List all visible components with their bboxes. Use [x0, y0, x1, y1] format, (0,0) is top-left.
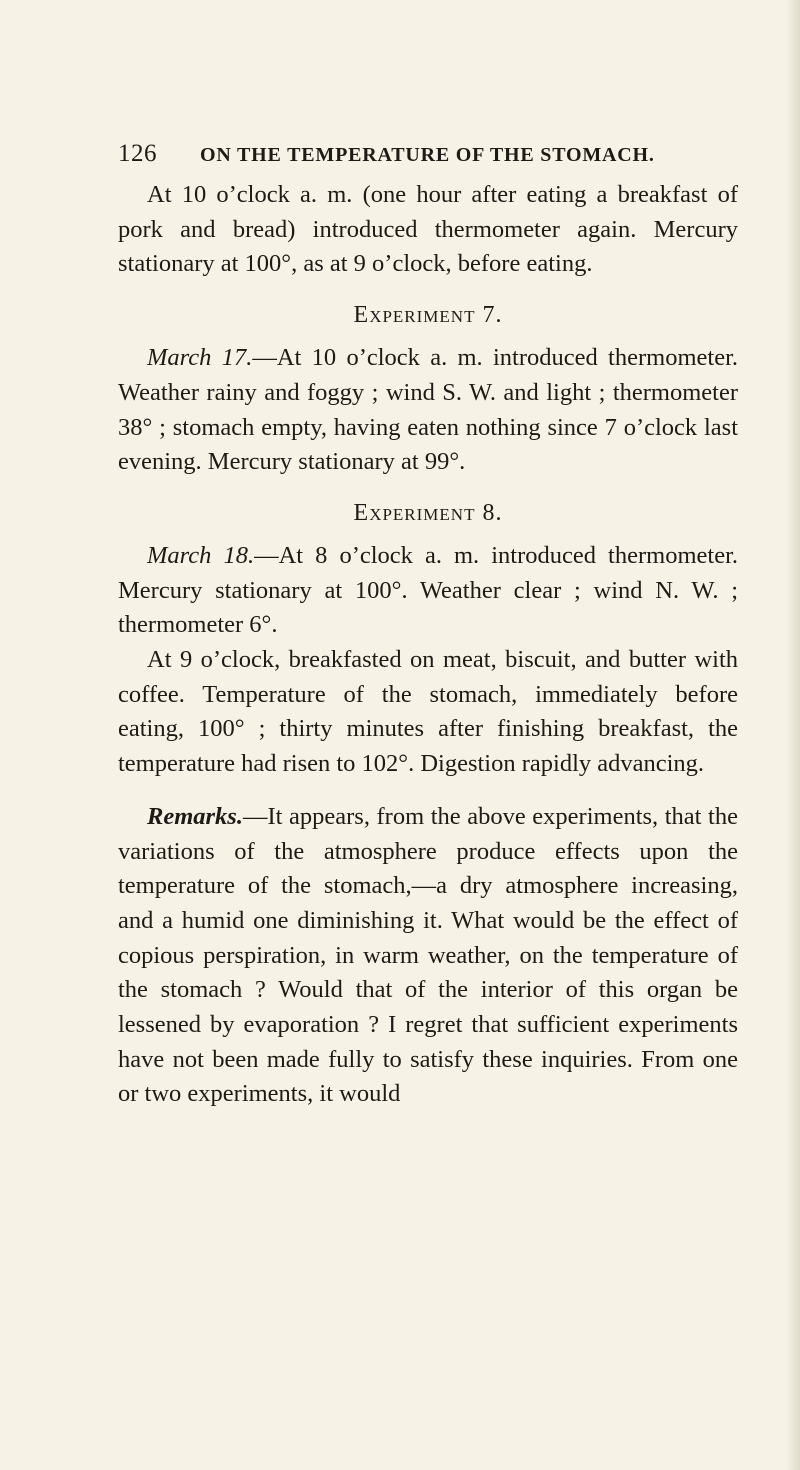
book-page	[118, 140, 738, 1112]
experiment-7-text: —At 10 o’clock a. m. introduced thermometer. Weather rainy and foggy ; wind S. W. and light ; thermometer 38° ; stomach empty, having eaten nothing since 7 o’clock last evening. Mercury stationary at 99°.	[118, 344, 738, 476]
page-edge-shadow	[786, 0, 800, 1470]
experiment-7-paragraph	[118, 341, 738, 480]
experiment-8-text: —At 8 o’clock a. m. introduced thermometer. Mercury stationary at 100°. Weather clear ; wind N. W. ; thermometer 6°.	[118, 541, 738, 639]
remarks-paragraph	[118, 800, 738, 1112]
experiment-7-date: March 17.	[147, 344, 253, 372]
experiment-8-paragraph	[118, 539, 738, 643]
experiment-8-heading: Experiment 8.	[353, 499, 503, 526]
page-header	[118, 140, 738, 178]
remarks-lead: Remarks.	[147, 802, 243, 830]
experiment-7-heading: Experiment 7.	[353, 302, 503, 329]
paragraph-intro: At 10 o’clock a. m. (one hour after eating a breakfast of pork and bread) introduced thermometer again. Mercury stationary at 100°, as at 9 o’clock, before eating.	[118, 181, 738, 278]
remarks-text: —It appears, from the above experiments, that the variations of the atmosphere produce effects upon the temperature of the stomach,—a dry atmosphere increasing, and a humid one diminishing it. What would be the effect of copious perspiration, in warm weather, on the temperature of the stomach ? Would that of the interior of this organ be lessened by evaporation ? I regret that sufficient experiments have not been made fully to satisfy these inquiries. From one or two experiments, it would	[118, 802, 738, 1108]
experiment-8-paragraph-2: At 9 o’clock, breakfasted on meat, biscuit, and butter with coffee. Temperature of the stomach, immediately before eating, 100° ; thirty minutes after finishing breakfast, the temperature had risen to 102°. Digestion rapidly advancing.	[118, 646, 738, 778]
section-gap	[118, 782, 738, 800]
running-head: ON THE TEMPERATURE OF THE STOMACH.	[200, 144, 655, 166]
experiment-8-date: March 18.	[147, 541, 255, 569]
page-number: 126	[118, 140, 157, 167]
